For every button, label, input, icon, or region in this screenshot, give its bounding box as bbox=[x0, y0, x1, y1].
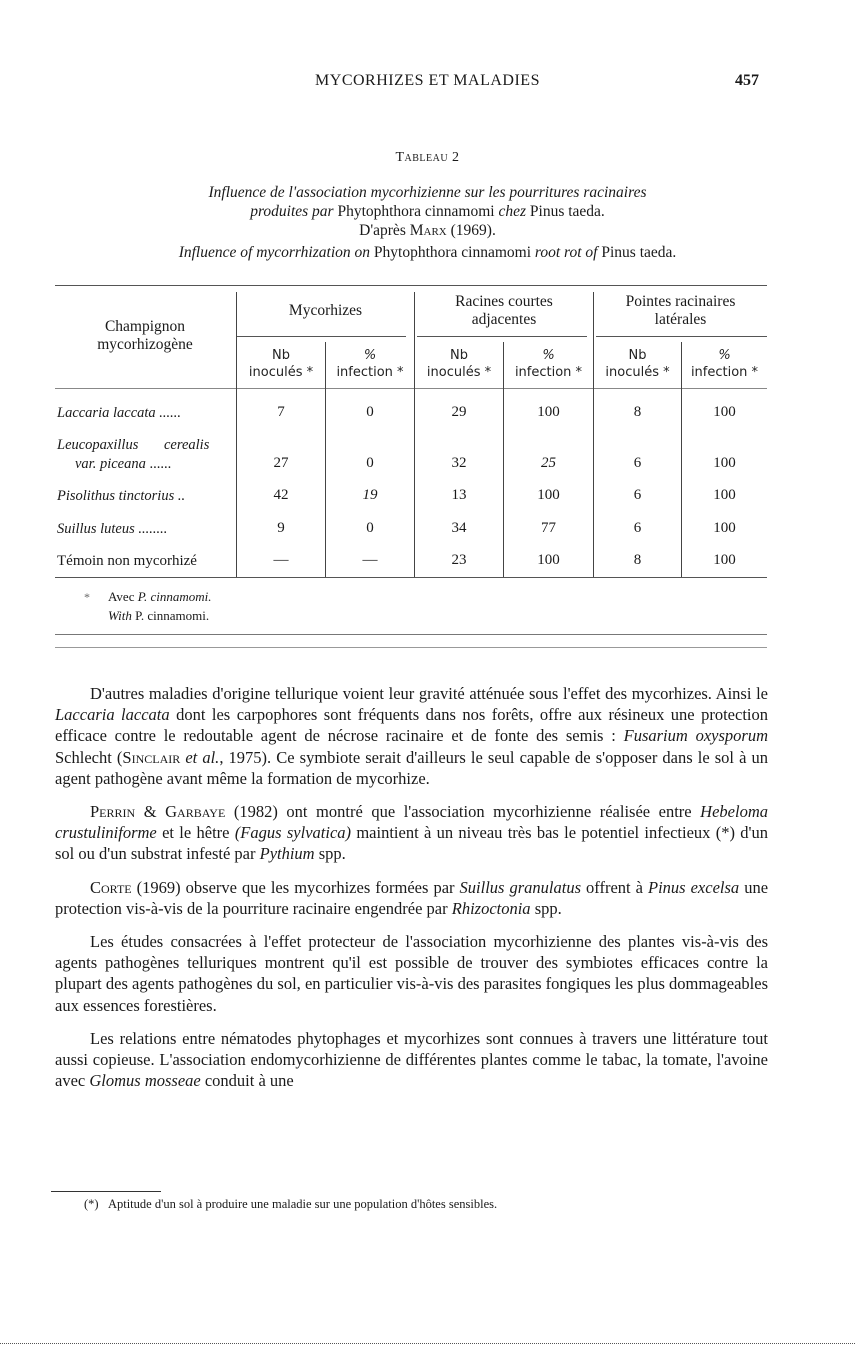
cell-value: 100 bbox=[537, 404, 560, 420]
group-header-line: latérales bbox=[654, 311, 707, 328]
paragraph bbox=[55, 801, 768, 865]
running-head: MYCORHIZES ET MALADIES bbox=[315, 72, 540, 89]
cell-value: 100 bbox=[713, 455, 736, 471]
italic-text: Pinus excelsa bbox=[648, 877, 740, 897]
cell-value: 13 bbox=[451, 487, 467, 503]
subheader-line: % bbox=[363, 348, 377, 363]
cell-value: 29 bbox=[451, 404, 467, 420]
text-run: dont les carpophores sont fréquents dans nos forêts, offre aux résineux une protection efficace contre le redoutable agent de nécrose racinaire et de fonte des semis : bbox=[55, 705, 768, 746]
group-header-racines bbox=[415, 293, 593, 329]
caption-text: Influence of mycorrhization on bbox=[178, 244, 371, 261]
subheader-line: Nb bbox=[272, 348, 290, 363]
italic-text: Rhizoctonia bbox=[451, 898, 531, 918]
italic-text: (Fagus sylvatica) bbox=[234, 823, 352, 843]
subheader-pct bbox=[504, 347, 593, 381]
species-name: Suillus luteus bbox=[57, 521, 135, 537]
italic-text: Fusarium oxysporum bbox=[623, 726, 768, 746]
cell-value: 0 bbox=[366, 455, 374, 471]
row-header-line: mycorhizogène bbox=[97, 336, 193, 353]
cell-value: 6 bbox=[633, 487, 642, 503]
text-run: & bbox=[135, 802, 166, 822]
row-header bbox=[55, 318, 235, 354]
dot-leader: .. bbox=[177, 488, 186, 504]
cell-value: 6 bbox=[633, 520, 642, 536]
paragraph bbox=[55, 931, 768, 1016]
table-bottom-rule bbox=[55, 577, 767, 578]
text-run: spp. bbox=[314, 844, 346, 864]
caption-text: produites par bbox=[250, 203, 334, 220]
page-edge bbox=[0, 1343, 855, 1344]
subheader-line: % bbox=[718, 348, 731, 363]
italic-text: Laccaria laccata bbox=[55, 705, 170, 725]
caption-fr-line3 bbox=[0, 221, 855, 240]
row-name-line2 bbox=[75, 455, 253, 473]
table-caption-fr bbox=[0, 183, 855, 240]
cell-value: 100 bbox=[713, 487, 736, 503]
table-end-rule bbox=[55, 634, 767, 635]
cell-value: 8 bbox=[633, 552, 642, 568]
subheader-nb bbox=[237, 347, 325, 381]
italic-text: Hebeloma crustuliniforme bbox=[55, 802, 768, 843]
row-header-line: Champignon bbox=[104, 318, 186, 335]
footnote-marker: (*) bbox=[84, 1197, 99, 1211]
subheader-line: inoculés * bbox=[426, 365, 492, 380]
subheader-nb bbox=[415, 347, 503, 381]
caption-year: (1969). bbox=[450, 222, 496, 239]
footnote-species: P. cinnamomi. bbox=[137, 589, 212, 604]
cell-value: 8 bbox=[633, 404, 642, 420]
caption-species: Pinus taeda. bbox=[529, 203, 605, 220]
cell-value: 0 bbox=[366, 404, 374, 420]
footnote-text: With bbox=[108, 608, 132, 623]
caption-fr-line1: Influence de l'association mycorhizienne sur les pourritures racinaires bbox=[208, 184, 647, 201]
text-run: , 1975). Ce symbiote serait d'ailleurs le seul capable de s'opposer dans le sol à un agent pathogène avant même la formation de mycorhize. bbox=[55, 747, 769, 788]
subheader-line: infection * bbox=[514, 365, 583, 380]
subheader-line: % bbox=[542, 348, 555, 363]
subheader-nb bbox=[594, 347, 681, 381]
subheader-line: infection * bbox=[690, 365, 759, 380]
subheader-line: Nb bbox=[628, 348, 647, 363]
text-run: D'autres maladies d'origine tellurique voient leur gravité atténuée sous l'effet des mycorhizes. Ainsi le bbox=[90, 684, 768, 703]
footnote-text: Aptitude d'un sol à produire une maladie sur une population d'hôtes sensibles. bbox=[107, 1197, 498, 1211]
footnote-species: P. cinnamomi. bbox=[135, 608, 210, 623]
row-name bbox=[57, 487, 235, 505]
cell-value: 32 bbox=[451, 455, 467, 471]
author-name: Sinclair bbox=[122, 747, 181, 767]
text-run: Les relations entre nématodes phytophages et mycorhizes sont connues à travers une littérature tout aussi copieuse. L'association endomycorhizienne de différentes plantes comme le tabac, la tomate, l'avoine avec bbox=[55, 1028, 768, 1091]
cell-value: 25 bbox=[541, 455, 556, 471]
table-footnote-marker: * bbox=[84, 590, 90, 604]
group-header-line: Pointes racinaires bbox=[625, 293, 736, 310]
table-footnote-fr bbox=[108, 589, 212, 605]
text-run: conduit à une bbox=[200, 1071, 294, 1091]
subheader-line: inoculés * bbox=[248, 365, 314, 380]
subheader-line: inoculés * bbox=[605, 365, 670, 380]
italic-text: Glomus mosseae bbox=[89, 1071, 201, 1091]
control-name: Témoin non mycorhizé bbox=[57, 553, 197, 569]
caption-author: Marx bbox=[409, 222, 447, 239]
caption-text: chez bbox=[498, 203, 527, 220]
cell-value: 9 bbox=[277, 520, 285, 536]
subheader-pct bbox=[682, 347, 767, 381]
caption-species: Pinus taeda. bbox=[601, 244, 677, 261]
paragraph bbox=[55, 1028, 768, 1092]
cell-value: 19 bbox=[362, 487, 378, 503]
header-rule bbox=[55, 388, 767, 389]
cell-value: — bbox=[362, 552, 378, 568]
author-name: Perrin bbox=[90, 802, 136, 822]
caption-fr-line2 bbox=[0, 202, 855, 221]
dot-leader: ...... bbox=[149, 456, 172, 472]
group-header-mycorhizes: Mycorhizes bbox=[288, 302, 363, 319]
cell-value: 34 bbox=[451, 520, 467, 536]
dot-leader: ...... bbox=[159, 405, 182, 421]
subheader-line: Nb bbox=[450, 348, 468, 363]
author-name: Garbaye bbox=[165, 802, 226, 822]
caption-text: root rot of bbox=[534, 244, 598, 261]
row-name bbox=[57, 520, 235, 538]
subheader-line: infection * bbox=[336, 365, 404, 380]
page-footnote bbox=[84, 1197, 497, 1212]
group-header-pointes bbox=[594, 293, 767, 329]
group-header-line: Racines courtes bbox=[455, 293, 553, 310]
text-run: (1969) observe que les mycorhizes formées par bbox=[131, 877, 460, 897]
table-footnote-en bbox=[108, 608, 209, 624]
cell-value: 42 bbox=[273, 487, 289, 503]
cell-value: 0 bbox=[366, 520, 374, 536]
row-name bbox=[57, 436, 235, 454]
italic-text: Suillus granulatus bbox=[459, 877, 581, 897]
page-number: 457 bbox=[735, 72, 759, 89]
cell-value: 100 bbox=[713, 520, 736, 536]
cell-value: — bbox=[273, 552, 289, 568]
text-run: (1982) ont montré que l'association mycorhizienne réalisée entre bbox=[225, 802, 701, 822]
text-run: Les études consacrées à l'effet protecteur de l'association mycorhizienne des plantes vis-à-vis des agents pathogènes telluriques montrent qu'il est possible de trouver des symbiotes efficaces contre la plupart des agents pathogènes du sol, en particulier vis-à-vis des parasites fongiques les plus dommageables aux essences forestières. bbox=[55, 932, 768, 1015]
row-name bbox=[57, 404, 235, 422]
group-rule bbox=[236, 336, 406, 337]
cell-value: 100 bbox=[537, 552, 560, 568]
caption-text: D'après bbox=[359, 222, 406, 239]
species-name: Leucopaxillus cerealis bbox=[57, 437, 210, 453]
author-name: Corte bbox=[90, 877, 132, 897]
paragraph bbox=[55, 877, 768, 919]
group-rule bbox=[596, 336, 767, 337]
species-variety: var. piceana bbox=[75, 456, 146, 472]
caption-species: Phytophthora cinnamomi bbox=[337, 203, 495, 220]
table-label: Tableau 2 bbox=[395, 150, 460, 165]
text-run: Schlecht ( bbox=[55, 747, 123, 767]
species-name: Pisolithus tinctorius bbox=[57, 488, 175, 504]
italic-text: et al. bbox=[185, 747, 220, 767]
paragraph bbox=[55, 683, 768, 789]
footnote-text: Avec bbox=[108, 589, 135, 604]
group-rule bbox=[417, 336, 587, 337]
cell-value: 100 bbox=[537, 487, 560, 503]
table-end-rule bbox=[55, 647, 767, 648]
cell-value: 23 bbox=[451, 552, 467, 568]
dot-leader: ........ bbox=[138, 521, 168, 537]
subheader-pct bbox=[326, 347, 414, 381]
table-top-rule bbox=[55, 285, 767, 286]
text-run: une protection vis-à-vis de la pourriture racinaire engendrée par bbox=[55, 877, 769, 918]
cell-value: 100 bbox=[713, 552, 736, 568]
row-name bbox=[57, 552, 235, 570]
cell-value: 100 bbox=[713, 404, 736, 420]
caption-species: Phytophthora cinnamomi bbox=[373, 244, 532, 261]
text-run: spp. bbox=[530, 898, 562, 918]
cell-value: 27 bbox=[273, 455, 289, 471]
table-caption-en bbox=[0, 243, 855, 262]
group-header-line: adjacentes bbox=[471, 311, 537, 328]
cell-value: 6 bbox=[633, 455, 642, 471]
text-run: maintient à un niveau très bas le potentiel infectieux (*) d'un sol ou d'un substrat infesté par bbox=[55, 823, 768, 864]
italic-text: Pythium bbox=[259, 844, 315, 864]
footnote-rule bbox=[51, 1191, 161, 1192]
species-name: Laccaria laccata bbox=[57, 405, 156, 421]
cell-value: 77 bbox=[541, 520, 556, 536]
text-run: offrent à bbox=[581, 877, 648, 897]
cell-value: 7 bbox=[277, 404, 285, 420]
text-run: et le hêtre bbox=[156, 823, 235, 843]
body-text bbox=[55, 683, 768, 1103]
